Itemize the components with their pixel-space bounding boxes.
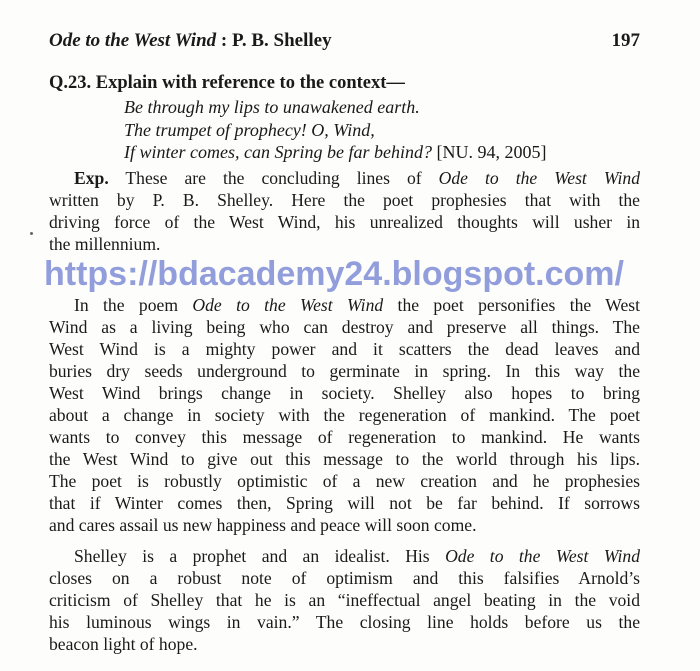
text-segment: These are the concluding lines of bbox=[108, 168, 439, 188]
verse-line: If winter comes, can Spring be far behind? bbox=[124, 142, 432, 162]
text-segment: the poet personifies the West bbox=[383, 295, 640, 315]
quoted-verse bbox=[124, 96, 546, 164]
italic-title: Ode to the West Wind bbox=[438, 168, 640, 188]
text-segment: buries dry seeds underground to germinate in spring. In this way the bbox=[49, 361, 640, 381]
text-segment: the West Wind to give out this message to the world through his lips. bbox=[49, 449, 640, 469]
text-segment: beacon light of hope. bbox=[49, 634, 198, 654]
paragraph-personification bbox=[49, 294, 640, 536]
text-line bbox=[49, 470, 640, 492]
text-line bbox=[49, 611, 640, 633]
text-line bbox=[49, 338, 640, 360]
citation: [NU. 94, 2005] bbox=[431, 142, 547, 162]
text-line bbox=[49, 492, 640, 514]
page-number: 197 bbox=[611, 30, 640, 51]
text-line bbox=[49, 545, 640, 567]
text-segment: West Wind brings change in society. Shelley also hopes to bring bbox=[49, 383, 640, 403]
text-segment: driving force of the West Wind, his unrealized thoughts will usher in bbox=[49, 212, 640, 232]
text-line bbox=[49, 294, 640, 316]
italic-title: Ode to the West Wind bbox=[192, 295, 384, 315]
text-line bbox=[49, 589, 640, 611]
text-segment: written by P. B. Shelley. Here the poet prophesies that with the bbox=[49, 190, 640, 210]
scan-speck bbox=[30, 232, 33, 235]
text-segment: the millennium. bbox=[49, 234, 161, 254]
text-line bbox=[49, 189, 640, 211]
text-segment: closes on a robust note of optimism and this falsifies Arnold’s bbox=[49, 568, 640, 588]
text-line bbox=[49, 360, 640, 382]
text-line bbox=[49, 382, 640, 404]
text-line bbox=[49, 404, 640, 426]
text-line bbox=[49, 426, 640, 448]
text-line bbox=[49, 167, 640, 189]
text-segment: Shelley is a prophet and an idealist. His bbox=[74, 546, 446, 566]
text-line bbox=[49, 211, 640, 233]
text-segment: Wind as a living being who can destroy and preserve all things. The bbox=[49, 317, 640, 337]
text-segment: The poet is robustly optimistic of a new creation and he prophesies bbox=[49, 471, 640, 491]
text-segment: wants to convey this message of regeneration to mankind. He wants bbox=[49, 427, 640, 447]
question-heading: Q.23. Explain with reference to the context— bbox=[49, 73, 405, 93]
watermark-url: https://bdacademy24.blogspot.com/ bbox=[44, 255, 624, 293]
text-line bbox=[49, 233, 640, 255]
text-segment: about a change in society with the regeneration of mankind. The poet bbox=[49, 405, 640, 425]
text-segment: that if Winter comes then, Spring will not be far behind. If sorrows bbox=[49, 493, 640, 513]
text-segment: and cares assail us new happiness and peace will soon come. bbox=[49, 515, 477, 535]
header-author: P. B. Shelley bbox=[231, 30, 332, 51]
bold-label: Exp. bbox=[74, 168, 109, 188]
paragraph-explanation bbox=[49, 167, 640, 255]
text-segment: West Wind is a mighty power and it scatters the dead leaves and bbox=[49, 339, 640, 359]
header-title: Ode to the West Wind bbox=[49, 30, 217, 51]
running-header bbox=[49, 30, 640, 52]
paragraph-conclusion bbox=[49, 545, 640, 655]
text-line bbox=[49, 633, 640, 655]
text-line bbox=[49, 448, 640, 470]
text-line bbox=[49, 514, 640, 536]
text-line bbox=[49, 567, 640, 589]
italic-title: Ode to the West Wind bbox=[445, 546, 640, 566]
text-segment: criticism of Shelley that he is an “ineffectual angel beating in the void bbox=[49, 590, 640, 610]
text-segment: his luminous wings in vain.” The closing line holds before us the bbox=[49, 612, 640, 632]
verse-line: The trumpet of prophecy! O, Wind, bbox=[124, 119, 375, 140]
header-separator: : bbox=[216, 30, 232, 51]
verse-line: Be through my lips to unawakened earth. bbox=[124, 97, 420, 117]
text-line bbox=[49, 316, 640, 338]
text-segment: In the poem bbox=[74, 295, 193, 315]
